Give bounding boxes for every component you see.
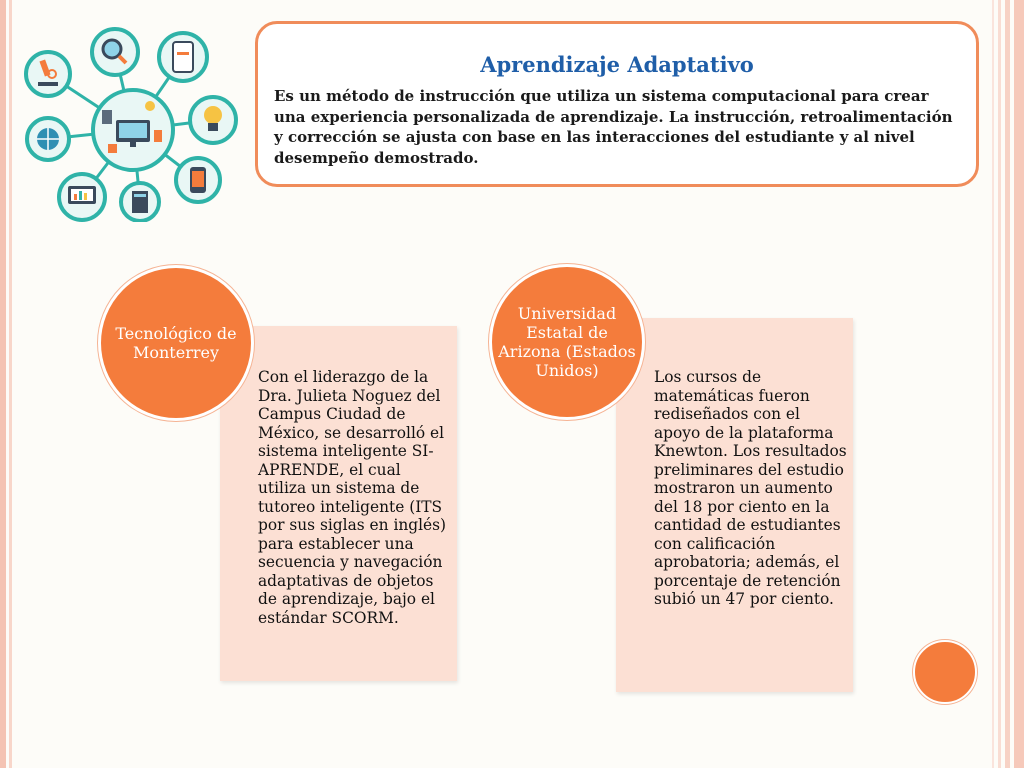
right-stripe — [1014, 0, 1024, 768]
case-text-asu: Los cursos de matemáticas fueron rediseñados con el apoyo de la plataforma Knewton. Los resultados preliminares del estudio mostraron un aumento del 18 por ciento en la cantidad de estudiantes con calificación aprobatoria; además, el porcentaje de retención subió un 47 por ciento. — [654, 368, 847, 608]
left-stripe-thin — [9, 0, 12, 768]
right-stripe-4 — [992, 0, 994, 768]
right-stripe-3 — [998, 0, 1001, 768]
decorative-circle — [913, 640, 977, 704]
computer-hub-icon — [93, 90, 173, 170]
book-icon — [121, 183, 159, 221]
case-card-tec-monterrey — [220, 326, 457, 681]
case-card-asu — [616, 318, 853, 692]
phone-icon — [176, 158, 220, 202]
case-text-tec-monterrey: Con el liderazgo de la Dra. Julieta Noguez del Campus Ciudad de México, se desarrolló el sistema inteligente SI-APRENDE, el cual utiliza un sistema de tutoreo inteligente (ITS por sus siglas en inglés) para establecer una secuencia y navegación adaptativas de objetos de aprendizaje, bajo el estándar SCORM. — [258, 368, 447, 627]
monitor-chart-icon — [59, 174, 105, 220]
microscope-icon — [26, 52, 70, 96]
definition-text: Es un método de instrucción que utiliza un sistema computacional para crear una experiencia personalizada de aprendizaje. La instrucción, retroalimentación y corrección se ajusta con base en las interacciones del estudiante y al nivel desempeño demostrado. — [274, 87, 953, 167]
globe-icon — [27, 118, 69, 160]
left-stripe — [0, 0, 6, 768]
learning-network-illustration — [18, 22, 240, 222]
definition-box — [255, 21, 979, 187]
case-title-circle-asu — [489, 264, 645, 420]
tablet-icon — [159, 33, 207, 81]
case-title-asu: Universidad Estatal de Arizona (Estados Unidos) — [498, 304, 636, 380]
lightbulb-icon — [190, 97, 236, 143]
magnifier-icon — [92, 29, 138, 75]
case-title-tec-monterrey: Tecnológico de Monterrey — [115, 324, 237, 362]
case-title-circle-tec-monterrey — [98, 265, 254, 421]
right-stripe-2 — [1005, 0, 1010, 768]
page-title: Aprendizaje Adaptativo — [480, 52, 754, 77]
